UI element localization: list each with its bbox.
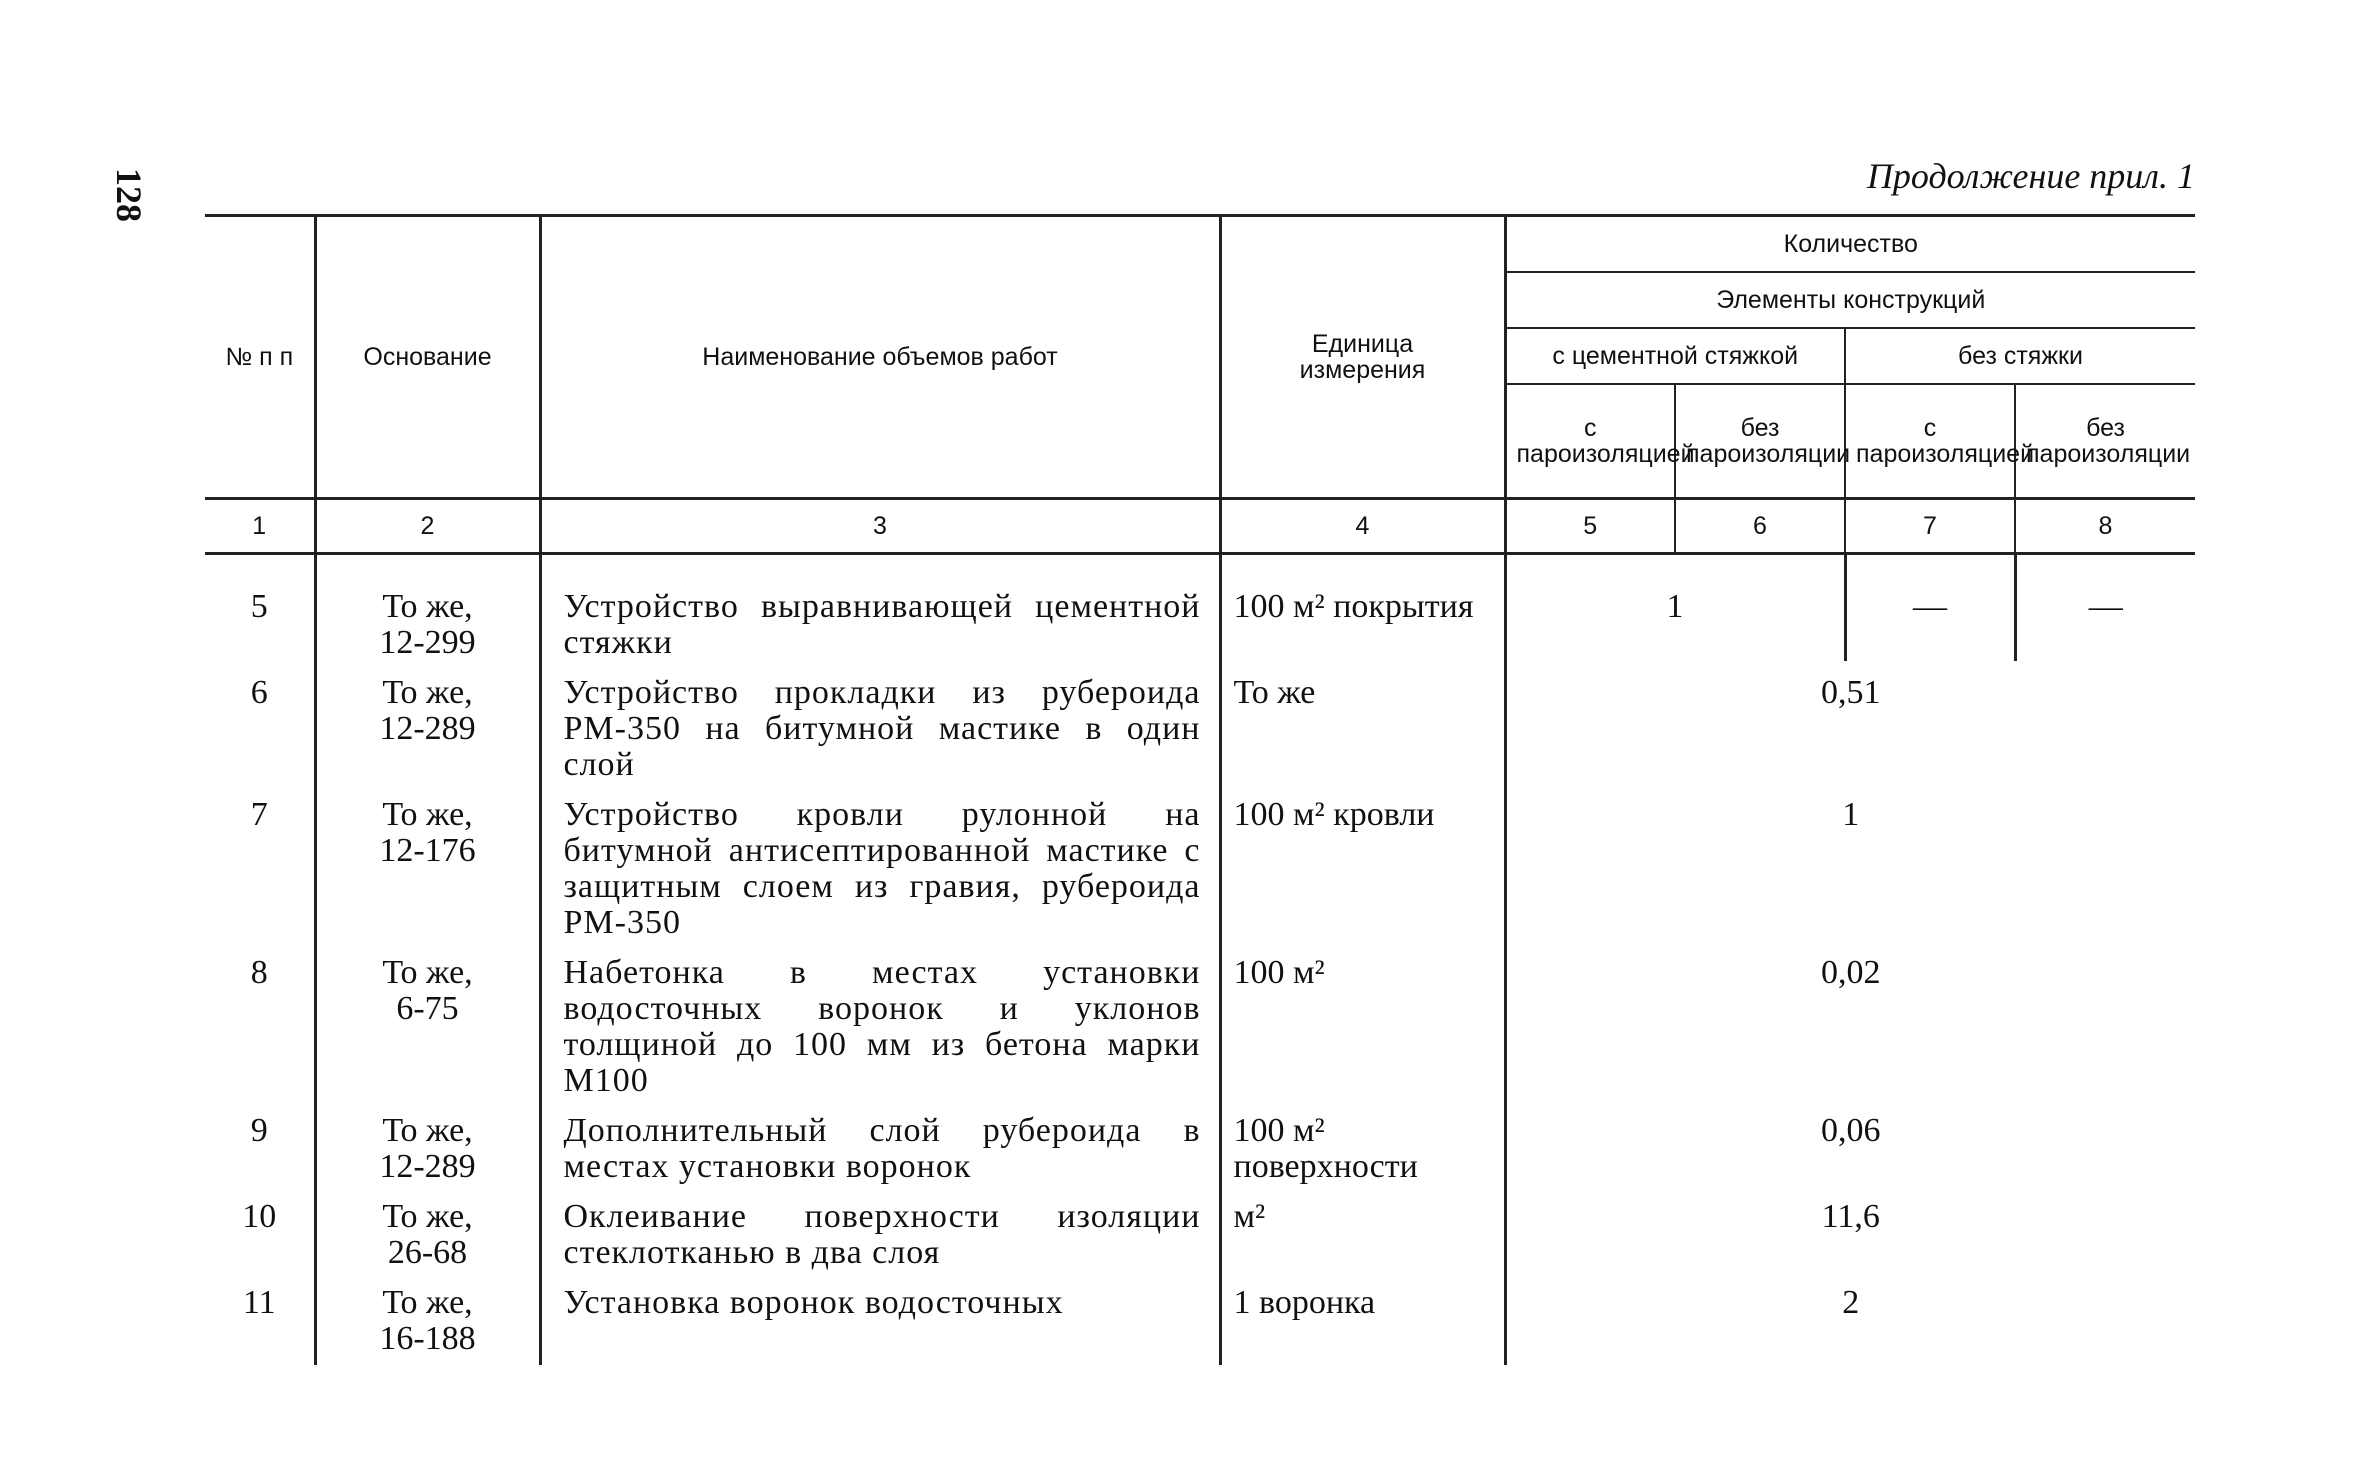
row-unit: 100 м² <box>1220 941 1505 1099</box>
row-number: 8 <box>250 954 268 991</box>
row-number: 5 <box>250 588 268 625</box>
table-row <box>205 1185 2195 1271</box>
basis-code: 12-176 <box>379 832 476 869</box>
row-basis <box>315 554 540 662</box>
basis-ref: То же, <box>382 1198 473 1235</box>
row-quantity: 2 <box>1505 1271 2195 1365</box>
table-row <box>205 554 2195 662</box>
table-row <box>205 941 2195 1099</box>
row-basis <box>315 661 540 783</box>
row-quantity: 1 <box>1505 783 2195 941</box>
row-work-name: Устройство выравнивающей цементной стяжки <box>540 554 1220 662</box>
header-col-basis: Основание <box>315 216 540 499</box>
row-quantity: 1 <box>1505 554 1845 662</box>
basis-code: 12-289 <box>379 710 476 747</box>
row-number: 9 <box>250 1112 268 1149</box>
header-quantity: Количество <box>1505 216 2195 273</box>
row-unit: 1 воронка <box>1220 1271 1505 1365</box>
row-quantity: 0,06 <box>1505 1099 2195 1185</box>
row-number: 6 <box>250 674 268 711</box>
row-unit: 100 м² кровли <box>1220 783 1505 941</box>
header-with-screed: с цементной стяжкой <box>1505 328 1845 384</box>
basis-code: 12-289 <box>379 1148 476 1185</box>
row-basis <box>315 1099 540 1185</box>
column-number: 4 <box>1220 499 1505 554</box>
row-quantity: 0,02 <box>1505 941 2195 1099</box>
row-unit: 100 м² поверхности <box>1220 1099 1505 1185</box>
header-without-screed: без стяжки <box>1845 328 2195 384</box>
column-number: 3 <box>540 499 1220 554</box>
table-row <box>205 1099 2195 1185</box>
row-work-name: Устройство прокладки из рубероида РМ-350 на битумной мастике в один слой <box>540 661 1220 783</box>
basis-code: 26-68 <box>387 1234 468 1271</box>
work-volume-table <box>205 214 2195 1365</box>
row-basis <box>315 1271 540 1365</box>
row-number: 7 <box>250 796 268 833</box>
basis-ref: То же, <box>382 674 473 711</box>
row-quantity: 0,51 <box>1505 661 2195 783</box>
row-basis <box>315 941 540 1099</box>
header-col-unit: Единица измерения <box>1220 216 1505 499</box>
continuation-title: Продолжение прил. 1 <box>1866 156 2195 196</box>
column-number: 8 <box>2015 499 2195 554</box>
row-basis <box>315 783 540 941</box>
row-quantity: 11,6 <box>1505 1185 2195 1271</box>
row-number: 11 <box>242 1284 276 1321</box>
header-with-vapor-2: с пароизоляцией <box>1845 384 2015 499</box>
row-work-name: Установка воронок водосточных <box>540 1271 1220 1365</box>
row-work-name: Набетонка в местах установки водосточных воронок и уклонов толщиной до 100 мм из бетона марки М100 <box>540 941 1220 1099</box>
header-without-vapor-2: без пароизоляции <box>2015 384 2195 499</box>
column-number: 2 <box>315 499 540 554</box>
basis-ref: То же, <box>382 1112 473 1149</box>
row-unit: 100 м² покрытия <box>1220 554 1505 662</box>
table-row <box>205 783 2195 941</box>
row-unit: м² <box>1220 1185 1505 1271</box>
basis-ref: То же, <box>382 588 473 625</box>
row-number: 10 <box>242 1198 277 1235</box>
row-work-name: Дополнительный слой рубероида в местах установки воронок <box>540 1099 1220 1185</box>
column-number: 6 <box>1675 499 1845 554</box>
header-with-vapor-1: с пароизоляцией <box>1505 384 1675 499</box>
header-without-vapor-1: без пароизоляции <box>1675 384 1845 499</box>
column-number-row <box>205 499 2195 554</box>
table-row <box>205 1271 2195 1365</box>
header-col-index: № п п <box>205 216 315 499</box>
basis-code: 16-188 <box>379 1320 476 1357</box>
basis-ref: То же, <box>382 954 473 991</box>
header-elements: Элементы конструкций <box>1505 272 2195 328</box>
table-row <box>205 661 2195 783</box>
header-col-name: Наименование объемов работ <box>540 216 1220 499</box>
column-number: 5 <box>1505 499 1675 554</box>
row-basis <box>315 1185 540 1271</box>
basis-code: 12-299 <box>379 624 476 661</box>
page-number: 128 <box>109 168 149 222</box>
row-unit: То же <box>1220 661 1505 783</box>
row-work-name: Оклеивание поверхности изоляции стеклотканью в два слоя <box>540 1185 1220 1271</box>
row-quantity: — <box>2015 554 2195 662</box>
basis-ref: То же, <box>382 796 473 833</box>
row-quantity: — <box>1845 554 2015 662</box>
row-work-name: Устройство кровли рулонной на битумной антисептированной мастике с защитным слоем из гравия, рубероида РМ-350 <box>540 783 1220 941</box>
column-number: 1 <box>205 499 315 554</box>
basis-code: 6-75 <box>396 990 459 1027</box>
column-number: 7 <box>1845 499 2015 554</box>
basis-ref: То же, <box>382 1284 473 1321</box>
